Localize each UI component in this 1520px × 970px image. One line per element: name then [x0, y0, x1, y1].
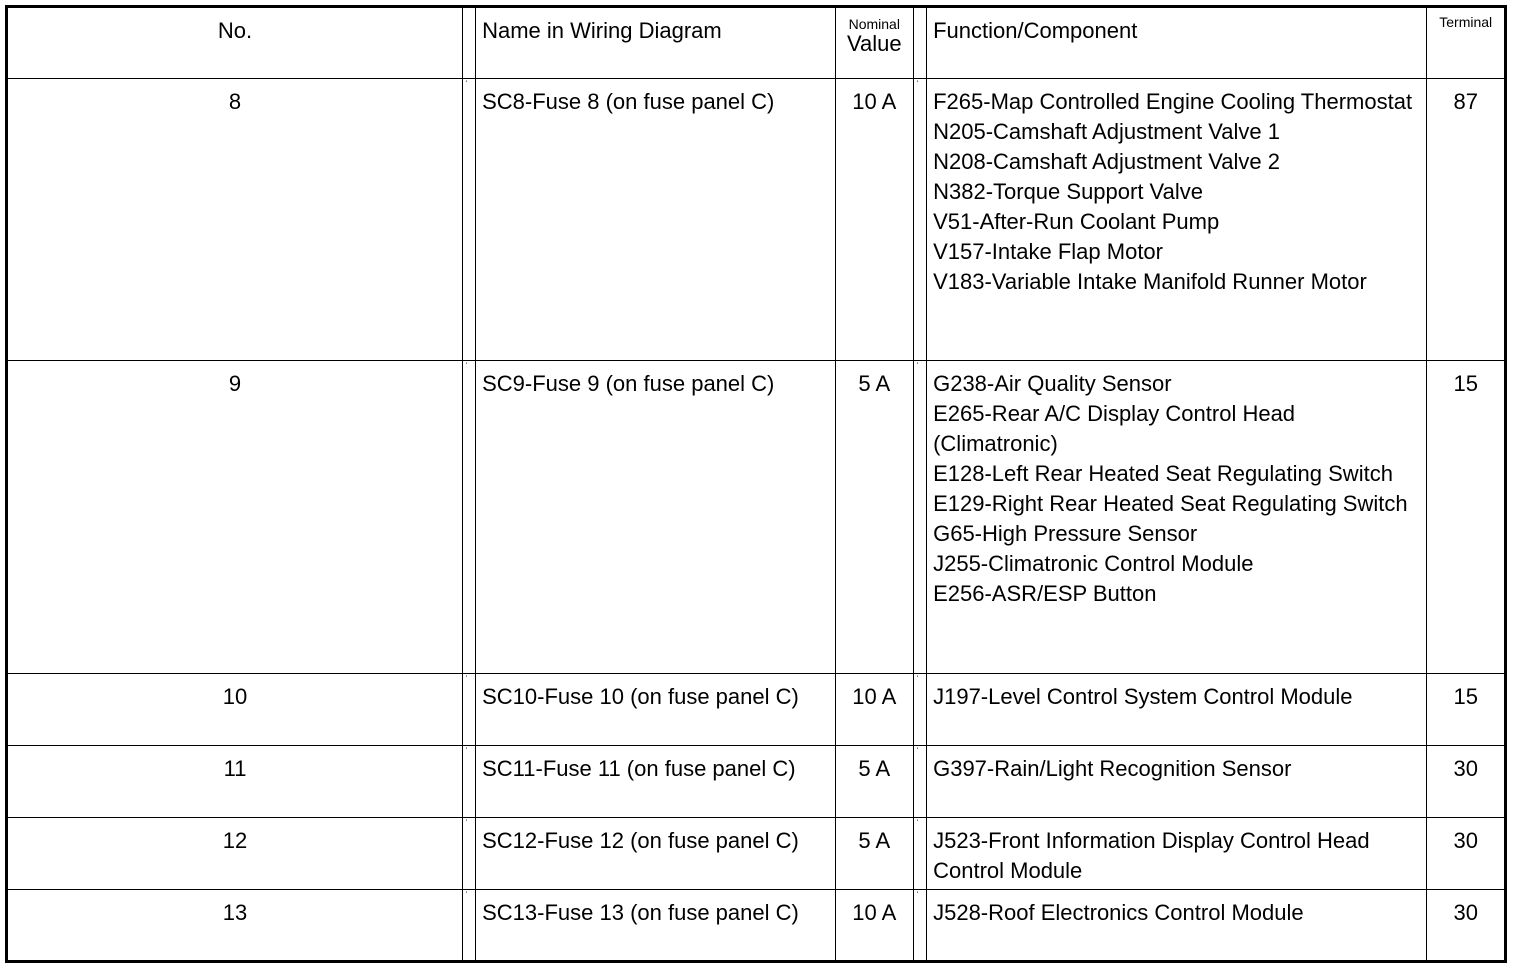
wiring-name-cell: SC10-Fuse 10 (on fuse panel C) — [476, 674, 835, 746]
table-row — [7, 79, 1506, 361]
tick-mark: ˈ — [465, 747, 469, 758]
terminal-cell: 30 — [1427, 818, 1506, 890]
component-item: G65-High Pressure Sensor — [933, 521, 1198, 546]
fuse-number-cell: 11 — [7, 746, 463, 818]
component-item: E128-Left Rear Heated Seat Regulating Switch — [933, 461, 1393, 486]
component-item: N208-Camshaft Adjustment Valve 2 — [933, 149, 1280, 174]
tick-mark: ˈ — [465, 675, 469, 686]
component-item: E129-Right Rear Heated Seat Regulating Switch — [933, 491, 1408, 516]
header-spacer-2 — [914, 7, 927, 79]
tick-mark: ˈ — [465, 891, 469, 902]
component-item: G397-Rain/Light Recognition Sensor — [933, 756, 1292, 781]
header-terminal — [1427, 7, 1506, 79]
header-spacer — [463, 7, 476, 79]
header-name: Name in Wiring Diagram — [476, 7, 835, 79]
fuse-number-cell: 12 — [7, 818, 463, 890]
wiring-name-cell: SC9-Fuse 9 (on fuse panel C) — [476, 361, 835, 674]
row-spacer — [463, 674, 476, 746]
component-item: V183-Variable Intake Manifold Runner Motor — [933, 269, 1367, 294]
function-cell — [927, 746, 1427, 818]
tick-mark: ˈ — [465, 362, 469, 373]
nominal-value-cell: 10 A — [835, 674, 914, 746]
tick-mark: ˈ — [916, 80, 920, 91]
header-value-label: Value — [846, 31, 902, 56]
component-item: N382-Torque Support Valve — [933, 179, 1203, 204]
fuse-number-cell: 8 — [7, 79, 463, 361]
row-spacer-2 — [914, 890, 927, 962]
tick-mark: ˈ — [916, 362, 920, 373]
wiring-name-cell: SC13-Fuse 13 (on fuse panel C) — [476, 890, 835, 962]
tick-mark: ˈ — [916, 747, 920, 758]
component-item: N205-Camshaft Adjustment Valve 1 — [933, 119, 1280, 144]
nominal-value-cell: 5 A — [835, 361, 914, 674]
function-cell — [927, 361, 1427, 674]
component-item: F265-Map Controlled Engine Cooling Thermostat — [933, 89, 1413, 114]
table-row — [7, 674, 1506, 746]
wiring-name-cell: SC12-Fuse 12 (on fuse panel C) — [476, 818, 835, 890]
function-cell — [927, 79, 1427, 361]
fuse-number-cell: 9 — [7, 361, 463, 674]
header-function: Function/Component — [927, 7, 1427, 79]
table-row — [7, 818, 1506, 890]
header-terminal-label: Terminal — [1439, 14, 1493, 30]
row-spacer — [463, 79, 476, 361]
row-spacer — [463, 890, 476, 962]
tick-mark: ˈ — [916, 819, 920, 830]
row-spacer — [463, 361, 476, 674]
row-spacer — [463, 818, 476, 890]
nominal-value-cell: 10 A — [835, 890, 914, 962]
tick-mark: ˈ — [465, 819, 469, 830]
row-spacer-2 — [914, 746, 927, 818]
table-row — [7, 361, 1506, 674]
row-spacer-2 — [914, 79, 927, 361]
function-cell — [927, 818, 1427, 890]
fuse-table — [5, 5, 1507, 963]
header-nominal-value — [835, 7, 914, 79]
component-item: V51-After-Run Coolant Pump — [933, 209, 1220, 234]
row-spacer — [463, 746, 476, 818]
nominal-value-cell: 5 A — [835, 746, 914, 818]
terminal-cell: 30 — [1427, 746, 1506, 818]
row-spacer-2 — [914, 818, 927, 890]
row-spacer-2 — [914, 674, 927, 746]
tick-mark: ˈ — [916, 891, 920, 902]
component-item: J255-Climatronic Control Module — [933, 551, 1254, 576]
terminal-cell: 15 — [1427, 361, 1506, 674]
tick-mark: ˈ — [916, 675, 920, 686]
table-row — [7, 890, 1506, 962]
component-item: J197-Level Control System Control Module — [933, 684, 1353, 709]
component-item: E265-Rear A/C Display Control Head (Climatronic) — [933, 401, 1296, 456]
tick-mark: ˈ — [465, 80, 469, 91]
component-item: E256-ASR/ESP Button — [933, 581, 1157, 606]
row-spacer-2 — [914, 361, 927, 674]
nominal-value-cell: 10 A — [835, 79, 914, 361]
table-header-row — [7, 7, 1506, 79]
wiring-name-cell: SC8-Fuse 8 (on fuse panel C) — [476, 79, 835, 361]
component-item: J523-Front Information Display Control Head Control Module — [933, 828, 1370, 883]
fuse-number-cell: 10 — [7, 674, 463, 746]
terminal-cell: 87 — [1427, 79, 1506, 361]
nominal-value-cell: 5 A — [835, 818, 914, 890]
component-item: J528-Roof Electronics Control Module — [933, 900, 1304, 925]
component-item: V157-Intake Flap Motor — [933, 239, 1163, 264]
terminal-cell: 15 — [1427, 674, 1506, 746]
function-cell — [927, 674, 1427, 746]
table-row — [7, 746, 1506, 818]
component-item: G238-Air Quality Sensor — [933, 371, 1172, 396]
wiring-name-cell: SC11-Fuse 11 (on fuse panel C) — [476, 746, 835, 818]
fuse-number-cell: 13 — [7, 890, 463, 962]
header-nominal-label: Nominal — [848, 16, 900, 32]
function-cell — [927, 890, 1427, 962]
header-no: No. — [7, 7, 463, 79]
terminal-cell: 30 — [1427, 890, 1506, 962]
